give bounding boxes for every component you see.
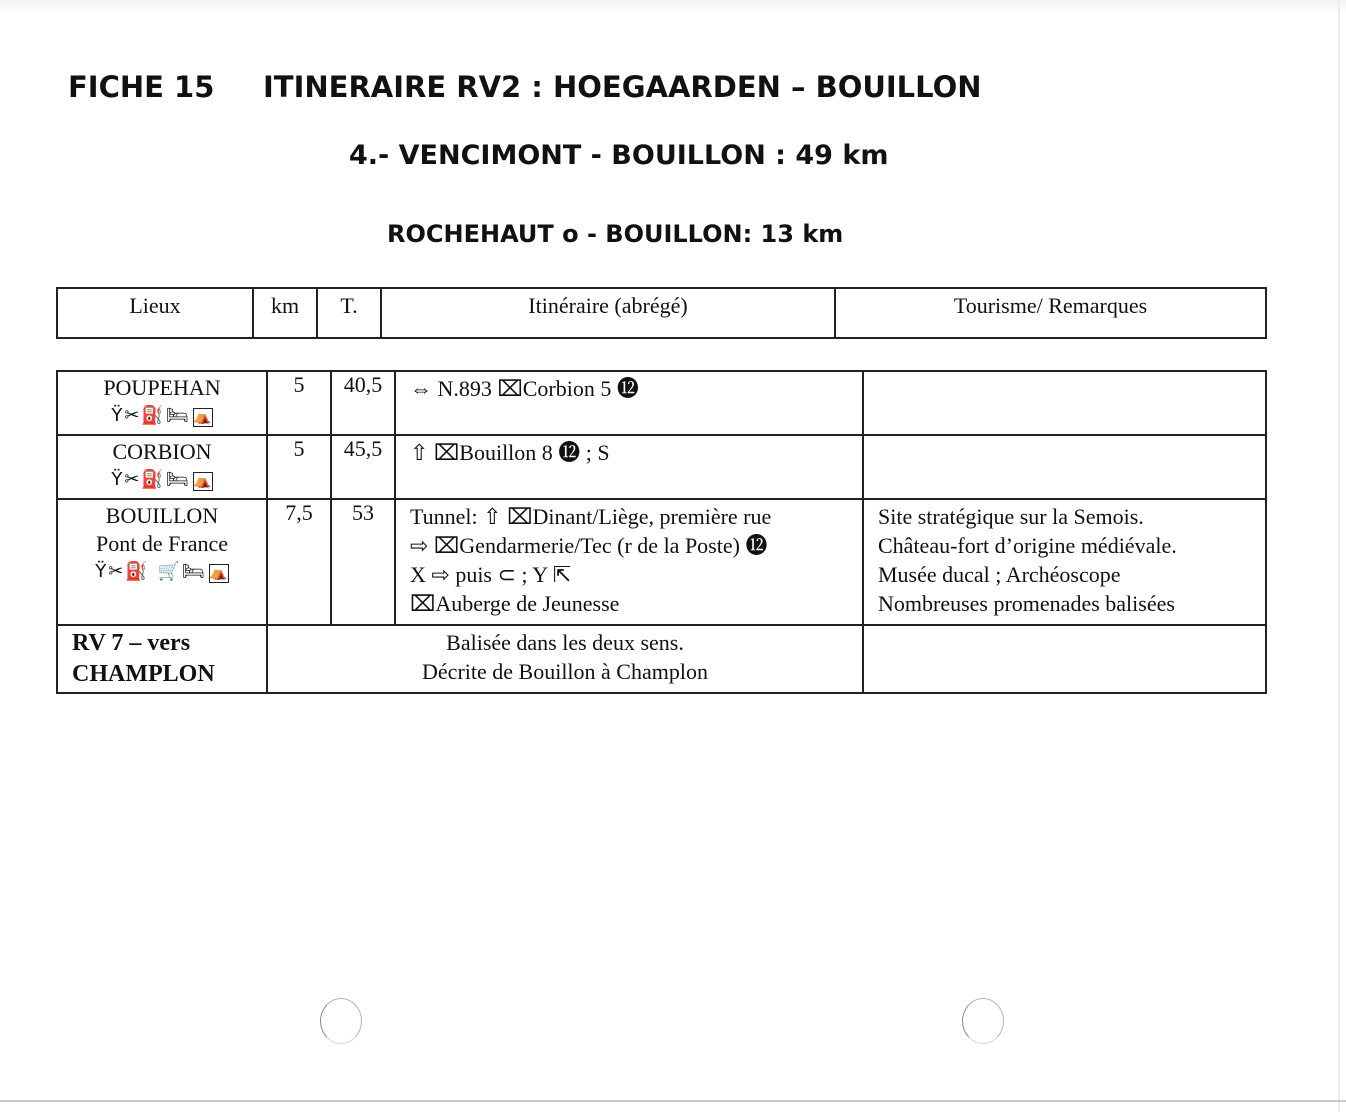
place-name: POUPEHAN: [103, 375, 221, 400]
cell-km: 7,5: [267, 499, 331, 625]
cell-t: 45,5: [331, 435, 395, 499]
cell-tourisme: [863, 625, 1266, 693]
col-t: T.: [317, 288, 381, 338]
rv7-line: CHAMPLON: [72, 661, 215, 687]
section-title: 4.- VENCIMONT - BOUILLON : 49 km: [349, 140, 889, 171]
amenity-icon-set: Ϋ✂⛽🛏: [111, 469, 191, 490]
cell-lieu: [57, 371, 267, 435]
place-subname: Pont de France: [96, 531, 228, 556]
table-row: [57, 499, 1266, 625]
cell-itineraire: [395, 435, 863, 499]
cell-lieu: [57, 499, 267, 625]
scan-right-edge: [1338, 0, 1340, 1112]
cell-tourisme: [863, 435, 1266, 499]
amenity-icons: [58, 402, 266, 430]
tour-line: Musée ducal ; Archéoscope: [878, 562, 1121, 587]
cell-t: 53: [331, 499, 395, 625]
rv7-line: RV 7 – vers: [72, 630, 191, 656]
col-tourisme: Tourisme/ Remarques: [835, 288, 1266, 338]
punch-hole: [320, 998, 362, 1044]
tour-line: Château-fort d’origine médiévale.: [878, 533, 1177, 558]
camping-icon: ⛺: [193, 473, 214, 489]
scan-bottom-edge: [0, 1100, 1346, 1102]
rv7-desc-line: Balisée dans les deux sens.: [446, 630, 684, 655]
place-name: CORBION: [112, 439, 212, 464]
col-lieux: Lieux: [57, 288, 253, 338]
itin-line: Tunnel: ⇧ ⌧Dinant/Liège, première rue: [410, 504, 772, 529]
amenity-icon-set: Ϋ✂⛽🛏: [111, 405, 191, 426]
cell-rv7-desc: [267, 625, 863, 693]
itin-line: ⇨ ⌧Gendarmerie/Tec (r de la Poste) ⓬: [410, 533, 768, 558]
scan-top-edge: [0, 0, 1346, 14]
cell-tourisme: [863, 499, 1266, 625]
cell-km: 5: [267, 435, 331, 499]
punch-hole: [962, 998, 1004, 1044]
cell-km: 5: [267, 371, 331, 435]
fiche-number: FICHE 15: [68, 70, 215, 104]
table-row: [57, 625, 1266, 693]
itin-line: ⇔ N.893 ⌧Corbion 5 ⓬: [410, 376, 639, 401]
cell-tourisme: [863, 371, 1266, 435]
col-itineraire: Itinéraire (abrégé): [381, 288, 835, 338]
table-row: [57, 371, 1266, 435]
itin-line: X ⇨ puis ⊂ ; Y ⇱: [410, 562, 572, 587]
tour-line: Nombreuses promenades balisées: [878, 591, 1175, 616]
amenity-icon-set: Ϋ✂⛽ 🛒🛏: [95, 561, 207, 582]
itin-line: ⇧ ⌧Bouillon 8 ⓬ ; S: [410, 440, 610, 465]
route-table: [56, 370, 1267, 694]
amenity-icons: [58, 466, 266, 494]
rv7-desc-line: Décrite de Bouillon à Champlon: [422, 659, 708, 684]
itin-line: ⌧Auberge de Jeunesse: [410, 591, 620, 616]
cell-t: 40,5: [331, 371, 395, 435]
route-title: ITINERAIRE RV2 : HOEGAARDEN – BOUILLON: [263, 70, 982, 104]
cell-itineraire: [395, 499, 863, 625]
tour-line: Site stratégique sur la Semois.: [878, 504, 1144, 529]
camping-icon: ⛺: [193, 409, 214, 425]
cell-rv7: [57, 625, 267, 693]
subsection-title: ROCHEHAUT o - BOUILLON: 13 km: [387, 220, 844, 248]
camping-icon: ⛺: [209, 565, 230, 581]
table-row: [57, 435, 1266, 499]
cell-itineraire: [395, 371, 863, 435]
place-name: BOUILLON: [105, 503, 219, 528]
column-header-table: [56, 287, 1267, 339]
col-km: km: [253, 288, 317, 338]
amenity-icons: [58, 558, 266, 586]
cell-lieu: [57, 435, 267, 499]
